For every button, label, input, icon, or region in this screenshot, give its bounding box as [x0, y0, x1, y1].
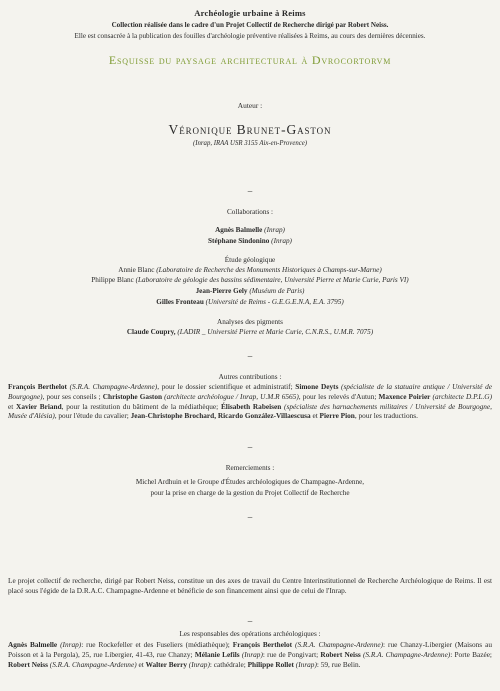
- other-contributions-text: [8, 382, 492, 421]
- text-segment: : cathédrale;: [209, 659, 248, 669]
- text-segment: , pour le dossier scientifique et administratif;: [157, 382, 296, 391]
- text-segment: et: [8, 401, 17, 411]
- geology-person-affiliation: (Laboratoire de Recherche des Monuments Historiques à Champs-sur-Marne): [156, 266, 382, 274]
- text-segment: : rue de Pongivart;: [262, 649, 321, 659]
- affiliation: (Inrap): [57, 640, 82, 649]
- geology-person-affiliation: (Université de Reims - G.E.G.E.N.A, E.A. 3795): [205, 298, 344, 306]
- geology-person-line: [0, 287, 500, 297]
- affiliation: (S.R.A. Champagne-Ardenne): [360, 649, 451, 659]
- geology-person-name: Annie Blanc: [118, 266, 155, 274]
- text-segment: : rue Rockefeller et des Fuseliers (médiathèque);: [81, 640, 233, 649]
- author-name: Véronique Brunet-Gaston: [168, 122, 332, 137]
- text-segment: , pour l'étude du cavalier;: [54, 411, 131, 421]
- text-segment: , pour la restitution du bâtiment de la médiathèque;: [61, 401, 221, 411]
- collaborator-affiliation: (Inrap): [271, 237, 292, 245]
- collaborations-label: Collaborations :: [226, 208, 274, 216]
- other-contributions-label: Autres contributions :: [218, 373, 282, 381]
- person-name: Robert Neiss: [8, 659, 48, 669]
- person-name: Maxence Poirier: [378, 391, 431, 401]
- geology-person-name: Philippe Blanc: [91, 276, 134, 284]
- text-segment: : Porte Bazée;: [450, 649, 492, 659]
- series-description-line1: Collection réalisée dans le cadre d'un Projet Collectif de Recherche dirigé par Robert Neiss.: [111, 21, 389, 29]
- affiliation: (S.R.A. Champagne-Ardenne): [47, 659, 137, 669]
- affiliation: (S.R.A. Champagne-Ardenne): [66, 382, 158, 391]
- pigments-person-line: [0, 328, 500, 338]
- responsables-label: Les responsables des opérations archéologiques :: [179, 630, 321, 638]
- responsables-text: [8, 640, 492, 669]
- separator-dash: –: [247, 442, 253, 452]
- person-name: François Berthelot: [232, 640, 293, 649]
- collaborator-name: Stéphane Sindonino: [208, 237, 270, 245]
- book-title: Esquisse du paysage architectural à Dvrocortorvm: [108, 53, 392, 67]
- affiliation: (spécialiste de la statuaire antique / Université de Bourgogne): [8, 382, 492, 401]
- person-name: Élisabeth Rabeisen: [220, 401, 282, 411]
- geology-person-line: [0, 298, 500, 308]
- geology-person-affiliation: (Laboratoire de géologie des bassins sédimentaire, Université Pierre et Marie Curie, Paris VI): [135, 276, 409, 284]
- text-segment: et: [136, 659, 146, 669]
- separator-dash: –: [247, 512, 253, 522]
- person-name: François Berthelot: [8, 382, 67, 391]
- affiliation: (spécialiste des harnachements militaires / Université de Bourgogne, Musée d'Alésia): [8, 401, 492, 421]
- person-name: Walter Berry: [145, 659, 187, 669]
- person-name: Jean-Christophe Brochard, Ricardo González-Villaescusa: [130, 411, 311, 421]
- person-name: Christophe Gaston: [102, 391, 163, 401]
- collaborator-line: [0, 226, 500, 236]
- geology-person-line: [0, 266, 500, 276]
- thanks-line1: Michel Ardhuin et le Groupe d'Études archéologiques de Champagne-Ardenne,: [135, 478, 365, 486]
- separator-dash: –: [247, 186, 253, 196]
- affiliation: (architecte archéologue / Inrap, U.M.R 6565): [162, 391, 299, 401]
- geology-person-name: Gilles Fronteau: [156, 298, 204, 306]
- person-name: Philippe Rollet: [247, 659, 294, 669]
- text-segment: , pour les traductions.: [354, 411, 418, 421]
- affiliation: (S.R.A. Champagne-Ardenne): [292, 640, 384, 649]
- collaborator-affiliation: (Inrap): [264, 226, 285, 234]
- project-paragraph: Le projet collectif de recherche, dirigé par Robert Neiss, constitue un des axes de travail du Centre Interinstitutionnel de Recherche Archéologique de Reims. Il est placé sous l'égide de la D.R.A.C. Champagne-Ardenne et bénéficie de son financement ainsi que de celui de l'Inrap.: [8, 576, 492, 595]
- text-segment: et: [310, 411, 320, 421]
- pigments-person-name: Claude Coupry,: [126, 328, 176, 336]
- pigments-label: Analyses des pigments: [217, 318, 283, 326]
- thanks-line2: pour la prise en charge de la gestion du Projet Collectif de Recherche: [150, 489, 350, 497]
- affiliation: (Inrap): [293, 659, 317, 669]
- affiliation: (architecte D.P.L.G): [430, 391, 492, 401]
- person-name: Pierre Pion: [319, 411, 355, 421]
- person-name: Xavier Briand: [16, 401, 62, 411]
- geology-person-affiliation: (Muséum de Paris): [249, 287, 305, 295]
- affiliation: (Inrap): [239, 649, 263, 659]
- person-name: Robert Neiss: [320, 649, 361, 659]
- text-segment: , pour ses conseils ;: [42, 391, 103, 401]
- collaborator-line: [0, 237, 500, 247]
- author-label: Auteur :: [237, 101, 263, 110]
- text-segment: : rue Chanzy-Libergier (Maisons au Poisson et à la Pergola), 25, rue Libergier, 41-43, rue Chanzy;: [8, 640, 492, 659]
- person-name: Mélanie Lefils: [194, 649, 240, 659]
- pigments-person-affiliation: (LADIR _ Université Pierre et Marie Curie, C.N.R.S., U.M.R. 7075): [177, 328, 374, 336]
- geology-person-line: [0, 276, 500, 286]
- person-name: Simone Deyts: [295, 382, 339, 391]
- series-title: Archéologie urbaine à Reims: [194, 8, 306, 18]
- separator-dash: –: [247, 351, 253, 361]
- thanks-label: Remerciements :: [225, 464, 275, 472]
- affiliation: (Inrap): [186, 659, 210, 669]
- text-segment: : 59, rue Belin.: [316, 659, 361, 669]
- text-segment: , pour les relevés d'Autun;: [298, 391, 379, 401]
- separator-dash: –: [247, 616, 253, 626]
- collaborator-name: Agnès Balmelle: [215, 226, 263, 234]
- author-affiliation: (Inrap, IRAA USR 3155 Aix-en-Provence): [192, 140, 308, 147]
- geology-label: Étude géologique: [224, 256, 276, 264]
- person-name: Agnès Balmelle: [8, 640, 58, 649]
- series-description-line2: Elle est consacrée à la publication des fouilles d'archéologie préventive réalisées à Reims, au cours des dernières décennies.: [74, 32, 426, 40]
- geology-person-name: Jean-Pierre Gely: [195, 287, 248, 295]
